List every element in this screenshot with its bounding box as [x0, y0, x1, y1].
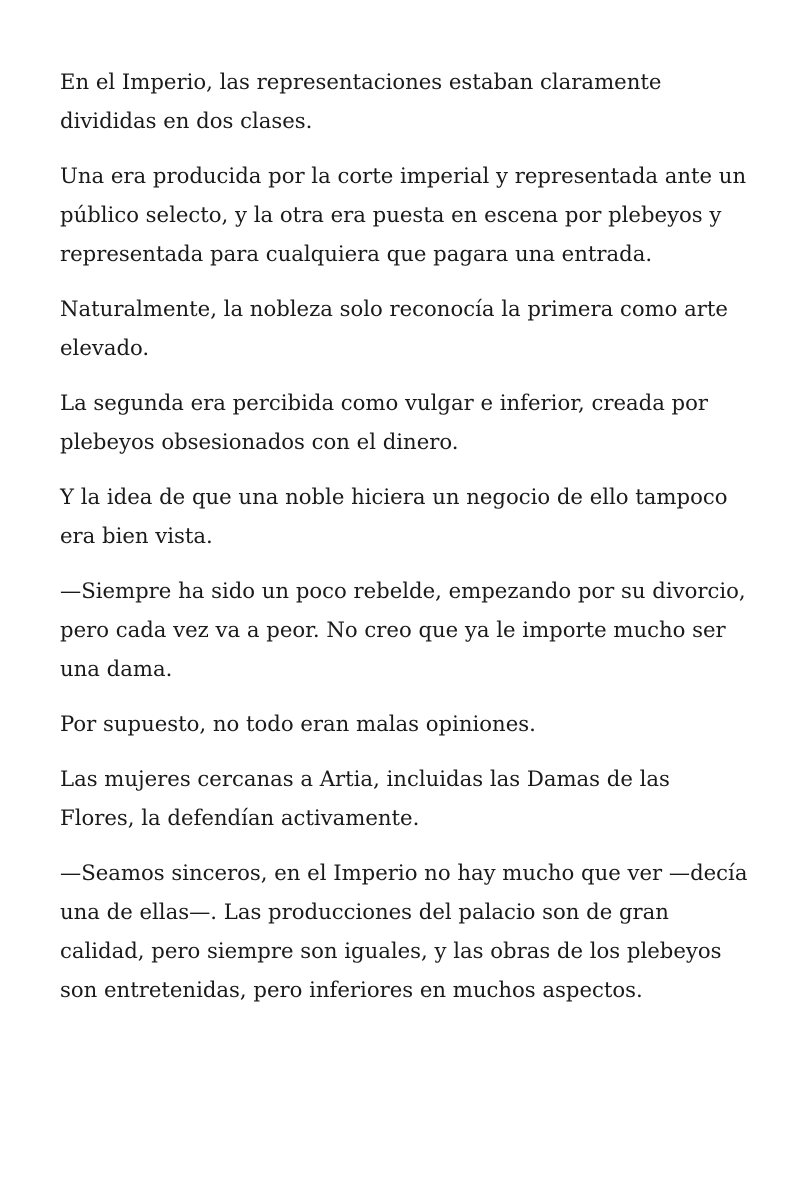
paragraph: La segunda era percibida como vulgar e inferior, creada por plebeyos obsesionados con el dinero.: [60, 390, 709, 454]
paragraph: En el Imperio, las representaciones estaban claramente divididas en dos clases.: [60, 69, 662, 133]
document-body: [60, 62, 750, 1025]
paragraph: Naturalmente, la nobleza solo reconocía la primera como arte elevado.: [60, 296, 728, 360]
paragraph: —Seamos sinceros, en el Imperio no hay mucho que ver —decía una de ellas—. Las producciones del palacio son de gran calidad, pero siempre son iguales, y las obras de los plebeyos son entretenidas, pero inferiores en muchos aspectos.: [60, 860, 748, 1002]
paragraph: Las mujeres cercanas a Artia, incluidas las Damas de las Flores, la defendían activamente.: [60, 766, 670, 830]
paragraph: Y la idea de que una noble hiciera un negocio de ello tampoco era bien vista.: [60, 484, 728, 548]
paragraph: —Siempre ha sido un poco rebelde, empezando por su divorcio, pero cada vez va a peor. No creo que ya le importe mucho ser una dama.: [60, 578, 746, 681]
paragraph: Por supuesto, no todo eran malas opiniones.: [60, 711, 536, 736]
paragraph: Una era producida por la corte imperial y representada ante un público selecto, y la otra era puesta en escena por plebeyos y representada para cualquiera que pagara una entrada.: [60, 163, 747, 266]
